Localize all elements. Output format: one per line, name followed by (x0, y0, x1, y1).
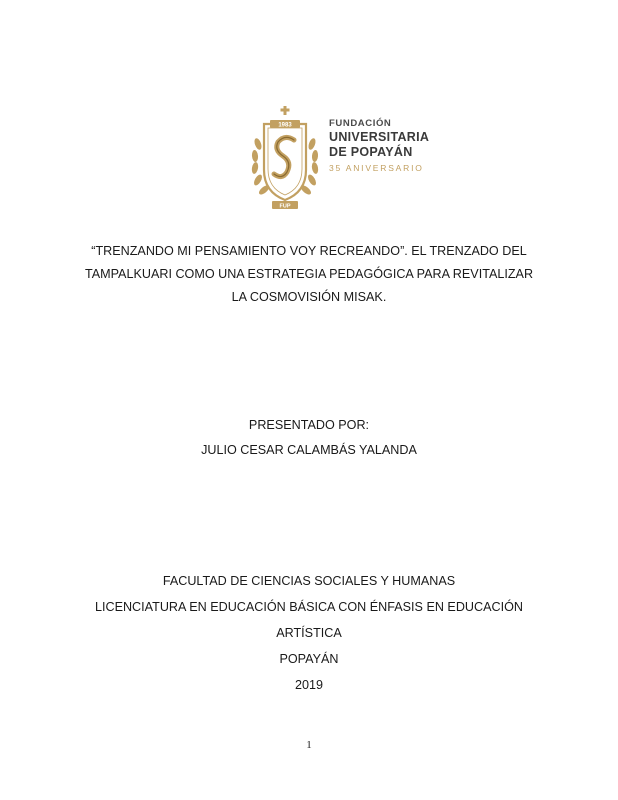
logo-line-aniversario: 35 ANIVERSARIO (329, 163, 424, 173)
logo-wordmark (329, 117, 450, 175)
faculty-name: FACULTAD DE CIENCIAS SOCIALES Y HUMANAS (162, 574, 456, 588)
presented-by-label: PRESENTADO POR: (248, 418, 370, 432)
university-logo (250, 104, 450, 212)
author-name: JULIO CESAR CALAMBÁS YALANDA (201, 443, 417, 457)
page-number: 1 (306, 739, 312, 751)
city: POPAYÁN (279, 652, 339, 666)
svg-text:FUP: FUP (279, 203, 291, 210)
title-line-3: LA COSMOVISIÓN MISAK. (231, 290, 387, 304)
logo-line-fundacion: FUNDACIÓN (329, 118, 392, 129)
logo-line-popayan: DE POPAYÁN (329, 145, 413, 159)
svg-text:1983: 1983 (278, 122, 292, 129)
title-line-1: “TRENZANDO MI PENSAMIENTO VOY RECREANDO”. EL TRENZADO DEL (91, 244, 527, 258)
title-line-2: TAMPALKUARI COMO UNA ESTRATEGIA PEDAGÓGICA PARA REVITALIZAR (84, 267, 534, 281)
university-seal-icon (250, 104, 320, 212)
program-name-line-2: ARTÍSTICA (276, 626, 342, 640)
program-name-line-1: LICENCIATURA EN EDUCACIÓN BÁSICA CON ÉNFASIS EN EDUCACIÓN (94, 600, 524, 614)
logo-line-universitaria: UNIVERSITARIA (329, 130, 430, 144)
year: 2019 (294, 678, 324, 692)
